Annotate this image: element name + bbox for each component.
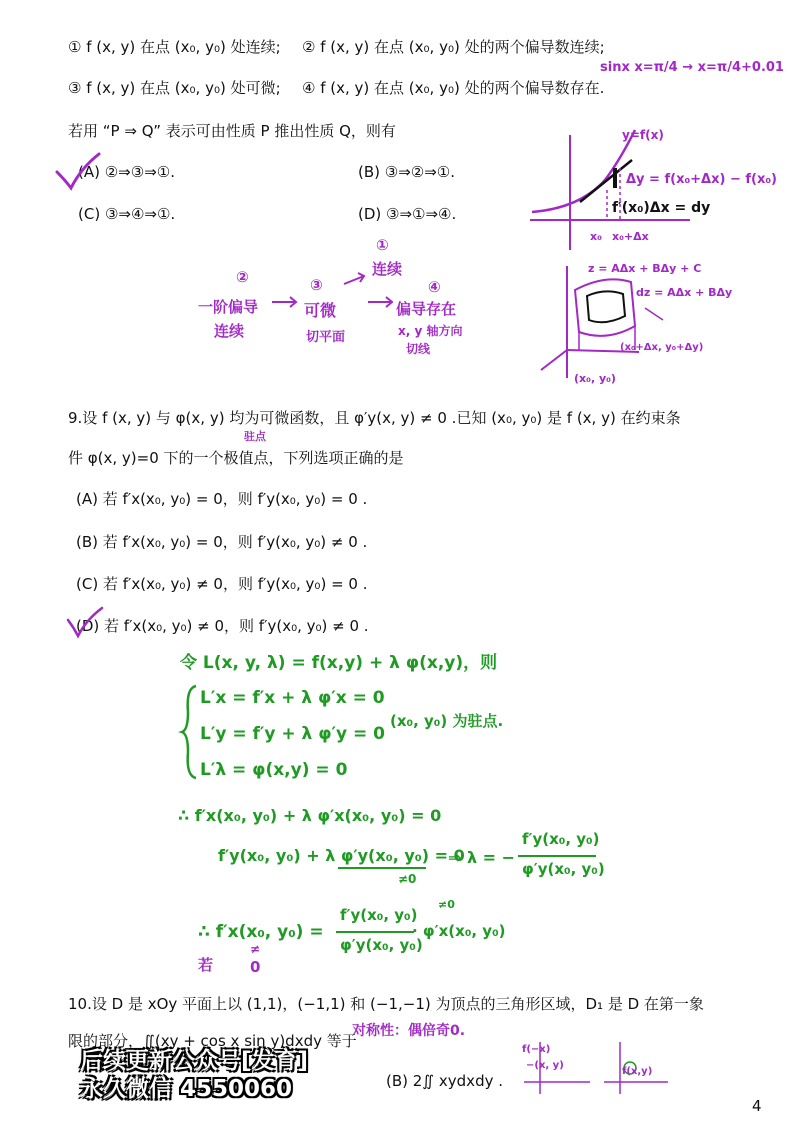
note-result-denominator: φ′y(x₀, y₀) — [340, 936, 423, 954]
note-Llambda: L′λ = φ(x,y) = 0 — [200, 760, 348, 780]
q8-option-1: ① f (x, y) 在点 (x₀, y₀) 处连续; — [68, 38, 281, 56]
note-system-2: f′y(x₀, y₀) + λ φ′y(x₀, y₀) = 0 — [218, 846, 465, 865]
note-first-partial-cont: 连续 — [214, 322, 245, 340]
note-point-bottom: (x₀, y₀) — [574, 372, 616, 385]
surface-sketch — [535, 260, 735, 390]
note-circle-2: ② — [236, 268, 249, 286]
note-circle-1: ① — [376, 236, 389, 254]
checkmark-icon — [66, 606, 106, 642]
note-x0: x₀ — [590, 230, 602, 243]
page-number: 4 — [752, 1097, 762, 1115]
q10-choice-b: (B) 2∬ xydxdy . — [386, 1072, 503, 1090]
checkmark-icon — [55, 150, 105, 195]
q9-choice-a: (A) 若 f′x(x₀, y₀) = 0，则 f′y(x₀, y₀) = 0 . — [76, 490, 368, 508]
note-plane-eq: z = AΔx + BΔy + C — [588, 262, 702, 275]
note-f-neg-2: −(x, y) — [526, 1060, 564, 1071]
q9-choice-c: (C) 若 f′x(x₀, y₀) ≠ 0，则 f′y(x₀, y₀) = 0 . — [76, 575, 368, 593]
q10-stem-line2: 限的部分，∬(xy + cos x sin y)dxdy 等于 — [68, 1032, 357, 1050]
note-lagrange: 令 L(x, y, λ) = f(x,y) + λ φ(x,y)，则 — [180, 653, 498, 673]
note-result-numerator: f′y(x₀, y₀) — [340, 906, 418, 924]
q8-choice-c: (C) ③⇒④⇒①. — [78, 205, 176, 223]
note-first-partial: 一阶偏导 — [198, 298, 259, 316]
note-diff: 可微 — [304, 301, 337, 320]
note-partial-exist: 偏导存在 — [396, 300, 457, 318]
q8-option-4: ④ f (x, y) 在点 (x₀, y₀) 处的两个偏导数存在. — [302, 79, 605, 97]
note-fxy: f(x,y) — [622, 1066, 653, 1077]
note-dz-eq: dz = AΔx + BΔy — [636, 286, 733, 299]
note-symmetry: 对称性：偶倍奇0. — [352, 1023, 466, 1039]
q9-choice-b: (B) 若 f′x(x₀, y₀) = 0，则 f′y(x₀, y₀) ≠ 0 . — [76, 533, 368, 551]
q8-stem: 若用 “P ⇒ Q” 表示可由性质 P 推出性质 Q，则有 — [68, 122, 396, 140]
note-sinx: sinx x=π/4 → x=π/4+0.01 — [600, 60, 784, 75]
note-zero: 0 — [250, 958, 261, 976]
brace-icon — [180, 682, 200, 782]
note-not-zero-b: ≠0 — [438, 898, 455, 911]
underline — [338, 866, 428, 870]
note-tangent-line: 切线 — [406, 342, 431, 356]
note-dy-eq: Δy = f(x₀+Δx) − f(x₀) — [626, 172, 777, 187]
note-tangent-plane: 切平面 — [306, 330, 346, 345]
q8-option-2: ② f (x, y) 在点 (x₀, y₀) 处的两个偏导数连续; — [302, 38, 605, 56]
q8-choice-a: (A) ②⇒③⇒①. — [78, 163, 175, 181]
fraction-bar — [336, 930, 416, 934]
q10-stem-line1: 10.设 D 是 xOy 平面上以 (1,1)，(−1,1) 和 (−1,−1) 为顶点的三角形区域，D₁ 是 D 在第一象 — [68, 995, 704, 1013]
note-xy-axis: x, y 轴方向 — [398, 324, 463, 338]
note-f-neg: f(−x) — [522, 1044, 551, 1055]
note-Ly: L′y = f′y + λ φ′y = 0 — [200, 724, 385, 744]
arrow-icon — [260, 262, 430, 312]
note-result-lhs: ∴ f′x(x₀, y₀) = — [198, 922, 324, 942]
note-not-zero: ≠0 — [398, 872, 417, 886]
note-lambda-denominator: φ′y(x₀, y₀) — [522, 860, 605, 878]
note-point-right: (x₀+Δx, y₀+Δy) — [620, 342, 704, 353]
q8-choice-b: (B) ③⇒②⇒①. — [358, 163, 456, 181]
note-result-tail: · φ′x(x₀, y₀) — [412, 922, 506, 940]
q8-choice-d: (D) ③⇒①⇒④. — [358, 205, 457, 223]
note-if: 若 — [198, 956, 214, 974]
note-circle-3: ③ — [310, 276, 323, 294]
note-implies-lambda: ⇒ λ = − — [448, 848, 516, 867]
note-graph-label: y=f(x) — [622, 128, 664, 142]
note-circle-4: ④ — [428, 278, 441, 296]
q9-stem-line2: 件 φ(x, y)=0 下的一个极值点，下列选项正确的是 — [68, 449, 404, 467]
q8-option-3: ③ f (x, y) 在点 (x₀, y₀) 处可微; — [68, 79, 281, 97]
note-continuous: 连续 — [372, 260, 403, 278]
note-not-equal: ≠ — [250, 942, 261, 956]
note-fprime-eq: f′(x₀)Δx = dy — [612, 200, 711, 216]
q9-stem-line1: 9.设 f (x, y) 与 φ(x, y) 均为可微函数，且 φ′y(x, y) ≠ 0 .已知 (x₀, y₀) 是 f (x, y) 在约束条 — [68, 409, 681, 427]
q9-choice-d: (D) 若 f′x(x₀, y₀) ≠ 0，则 f′y(x₀, y₀) ≠ 0 . — [76, 617, 369, 635]
note-system-1: ∴ f′x(x₀, y₀) + λ φ′x(x₀, y₀) = 0 — [178, 806, 442, 825]
note-stationary: (x₀, y₀) 为驻点. — [390, 712, 504, 730]
note-lambda-numerator: f′y(x₀, y₀) — [522, 830, 600, 848]
note-x0dx: x₀+Δx — [612, 230, 649, 243]
note-conditional-point: 驻点 — [244, 430, 266, 443]
note-Lx: L′x = f′x + λ φ′x = 0 — [200, 688, 385, 708]
watermark-line-2: 永久微信 4550060 — [80, 1076, 293, 1102]
fraction-bar — [518, 854, 598, 858]
watermark-line-1: 后续更新公众号[发育] — [80, 1048, 309, 1074]
